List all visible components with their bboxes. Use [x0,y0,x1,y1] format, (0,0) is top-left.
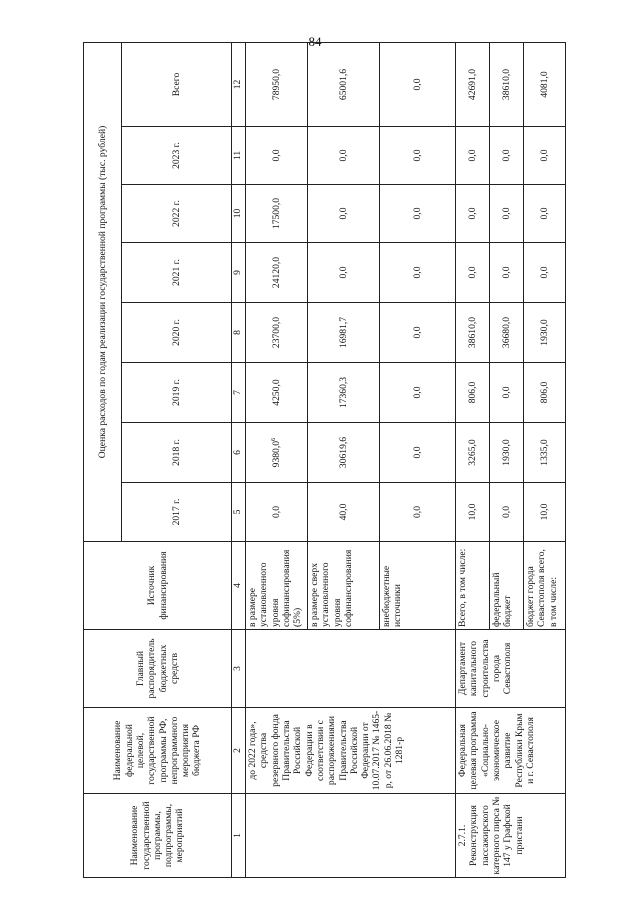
value-cell: 0,0 [524,243,566,303]
value-cell: 0,0 [490,127,524,185]
value-cell: 23700,0 [246,303,308,363]
value-cell: 1930,0 [490,423,524,483]
index-cell: 5 [232,483,246,542]
value-cell: 0,0 [490,363,524,423]
value-cell: 0,0 [490,243,524,303]
year-2017: 2017 г. [122,483,232,542]
header-col4: Источник финансирования [84,542,232,630]
value-cell: 38610,0 [490,42,524,126]
source-cell: в размере установленного уровня софинансирования (5%) [246,542,308,630]
value-cell: 0,0 [380,303,456,363]
header-group: Оценка расходов по годам реализации государственной программы (тыс. рублей) [84,42,122,541]
table-row [456,42,490,877]
year-2019: 2019 г. [122,363,232,423]
page-number: 84 [308,34,322,49]
value-cell: 0,0 [456,185,490,243]
value-cell: 0,0 [380,127,456,185]
value-cell: 0,0 [380,423,456,483]
index-cell: 6 [232,423,246,483]
index-cell: 12 [232,42,246,126]
value-cell: 4081,0 [524,42,566,126]
value-cell: 0,0 [490,185,524,243]
index-cell: 3 [232,630,246,708]
source-cell: федеральный бюджет [490,542,524,630]
value-cell: 40,0 [308,483,380,542]
value-cell: 0,0 [246,127,308,185]
value-cell: 1335,0 [524,423,566,483]
index-row [232,42,246,877]
value-cell: 65001,6 [308,42,380,126]
value-cell: 806,0 [456,363,490,423]
value-cell: 0,0 [246,483,308,542]
rotated-table-container [83,43,565,878]
table-row [246,42,308,877]
footnote-mark: 6 [270,437,278,441]
year-2020: 2020 г. [122,303,232,363]
index-cell: 1 [232,794,246,878]
year-2022: 2022 г. [122,185,232,243]
value-cell: 0,0 [308,127,380,185]
value-cell: 0,0 [456,243,490,303]
value-cell: 42691,0 [456,42,490,126]
header-col1: Наименование государственной программы, подпрограммы, мероприятий [84,794,232,878]
year-total: Всего [122,42,232,126]
block2-department: Департамент капитального строительства города Севастополя [456,630,566,708]
block2-activity: 2.7.1. Реконструкция пассажирского катерного пирса № 147 у Графской пристани [456,794,566,878]
value-cell: 806,0 [524,363,566,423]
source-cell: в размере сверх установленного уровня софинансирования [308,542,380,630]
value-cell: 78950,0 [246,42,308,126]
value-cell: 10,0 [524,483,566,542]
index-cell: 2 [232,708,246,794]
index-cell: 11 [232,127,246,185]
source-cell: внебюджетные источники [380,542,456,630]
value-cell: 10,0 [456,483,490,542]
block1-col1 [246,794,456,878]
index-cell: 7 [232,363,246,423]
index-cell: 10 [232,185,246,243]
index-cell: 4 [232,542,246,630]
value-cell: 4250,0 [246,363,308,423]
value-cell: 17360,3 [308,363,380,423]
value-cell: 0,0 [308,243,380,303]
value-cell: 0,0 [490,483,524,542]
index-cell: 8 [232,303,246,363]
expense-table [83,42,566,878]
value-cell: 0,0 [308,185,380,243]
index-cell: 9 [232,243,246,303]
value-cell: 38610,0 [456,303,490,363]
value-text: 9380,0 [271,440,283,468]
source-cell: бюджет города Севастополя всего, в том числе: [524,542,566,630]
value-cell: 36680,0 [490,303,524,363]
value-cell: 0,0 [524,127,566,185]
year-2018: 2018 г. [122,423,232,483]
rotated-table [83,43,565,878]
value-cell: 3265,0 [456,423,490,483]
year-2021: 2021 г. [122,243,232,303]
header-col2: Наименование федеральной целевой, государственной программы РФ, непрограммного мероприятия бюджета РФ [84,708,232,794]
header-col3: Главный распорядитель бюджетных средств [84,630,232,708]
value-cell: 17500,0 [246,185,308,243]
value-cell: 1930,0 [524,303,566,363]
value-cell: 30619,6 [308,423,380,483]
value-cell: 16981,7 [308,303,380,363]
value-cell: 0,0 [524,185,566,243]
value-cell: 0,0 [380,363,456,423]
value-cell [246,423,308,483]
header-row-group [84,42,122,877]
year-2023: 2023 г. [122,127,232,185]
block1-program: до 2022 года», средства резервного фонда Правительства Российской Федерации в соответствии с распоряжениями Правительства Российской Федерации от 10.07.2017 № 1465-р, от 26.06.2018 № 1281-р [246,708,456,794]
value-cell: 24120,0 [246,243,308,303]
value-cell: 0,0 [380,185,456,243]
value-cell: 0,0 [380,243,456,303]
value-cell: 0,0 [380,42,456,126]
block2-program: Федеральная целевая программа «Социально-экономическое развитие Республики Крым и г. Севастополя [456,708,566,794]
source-cell: Всего, в том числе: [456,542,490,630]
value-cell: 0,0 [380,483,456,542]
block1-col3 [246,630,456,708]
value-cell: 0,0 [456,127,490,185]
